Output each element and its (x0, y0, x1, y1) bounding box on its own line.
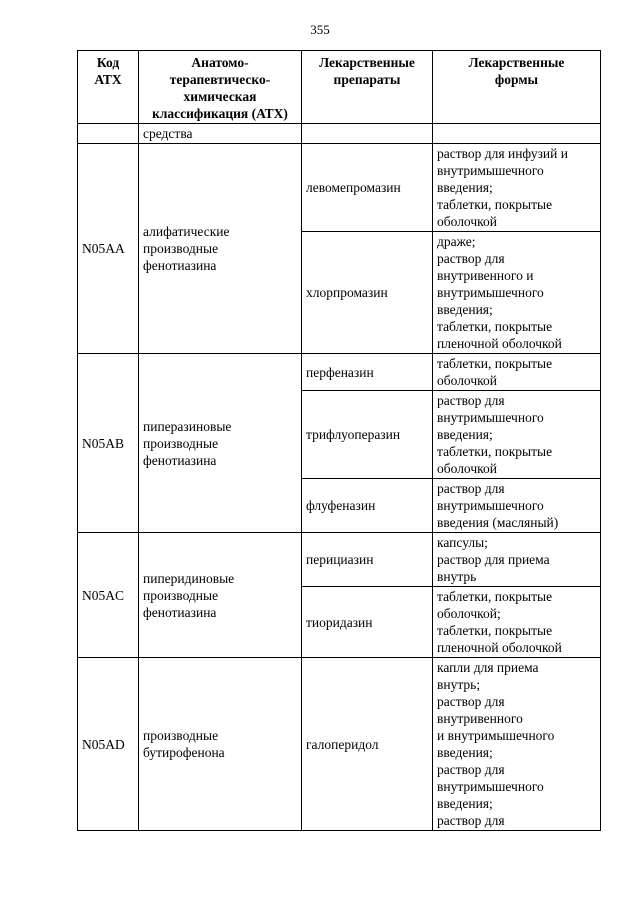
atx-code: N05AC (78, 533, 139, 658)
form-line: внутримышечного (437, 163, 544, 178)
form-line: раствор для инфузий и (437, 146, 568, 161)
form-line: оболочкой; (437, 606, 501, 621)
form-line: раствор для (437, 481, 505, 496)
drug-forms (433, 144, 601, 232)
classification-line: фенотиазина (143, 258, 217, 273)
form-line: раствор для (437, 393, 505, 408)
form-line: раствор для приема (437, 552, 550, 567)
atx-code: N05AD (78, 658, 139, 831)
header-forms: Лекарственные формы (433, 51, 601, 124)
table-row (78, 354, 601, 391)
form-line: раствор для (437, 813, 505, 828)
form-line: раствор для (437, 251, 505, 266)
drug-name: трифлуоперазин (302, 391, 433, 479)
atx-classification (139, 658, 302, 831)
form-line: внутримышечного (437, 285, 544, 300)
form-line: введения; (437, 302, 493, 317)
form-line: таблетки, покрытые (437, 623, 553, 638)
drug-forms (433, 587, 601, 658)
form-line: капсулы; (437, 535, 488, 550)
atx-code: N05AB (78, 354, 139, 533)
page-number: 355 (310, 22, 330, 37)
drug-name: галоперидол (302, 658, 433, 831)
classification-line: пиперидиновые (143, 570, 235, 586)
form-line: капли для приема (437, 660, 539, 675)
classification-line: алифатические (143, 224, 230, 239)
form-line: внутривенного и (437, 268, 534, 283)
form-line: раствор для (437, 694, 505, 709)
form-line: внутрь (437, 569, 477, 584)
drug-name: флуфеназин (302, 479, 433, 533)
form-line: оболочкой (437, 461, 497, 476)
form-line: внутримышечного (437, 410, 544, 425)
drug-forms (433, 354, 601, 391)
form-line: раствор для (437, 762, 505, 777)
classification-line: фенотиазина (143, 452, 217, 468)
drug-forms (433, 658, 601, 831)
header-classification: Анатомо- терапевтическо- химическая классификация (АТХ) (139, 51, 302, 124)
atx-code: N05AA (78, 144, 139, 354)
form-line: оболочкой (437, 214, 497, 229)
atx-classification (139, 354, 302, 533)
drug-name: хлорпромазин (302, 232, 433, 354)
form-line: таблетки, покрытые (437, 589, 553, 604)
form-line: внутримышечного (437, 498, 544, 513)
form-line: введения; (437, 796, 493, 811)
classification-line: производные (143, 728, 219, 743)
form-line: внутривенного (437, 711, 523, 726)
form-line: введения (масляный) (437, 515, 559, 530)
classification-line: производные (143, 241, 219, 256)
atx-classification (139, 144, 302, 354)
drug-name: тиоридазин (302, 587, 433, 658)
table-row (78, 144, 601, 232)
continuation-classification: средства (139, 124, 302, 144)
drug-name: перфеназин (302, 354, 433, 391)
table-header (78, 51, 601, 124)
atx-classification (139, 533, 302, 658)
form-line: таблетки, покрытые (437, 197, 553, 212)
form-line: внутримышечного (437, 779, 544, 794)
classification-line: производные (143, 435, 219, 451)
drug-forms (433, 391, 601, 479)
drug-forms (433, 479, 601, 533)
drug-forms (433, 533, 601, 587)
classification-line: бутирофенона (143, 745, 225, 760)
form-line: таблетки, покрытые (437, 319, 553, 334)
drug-name: перициазин (302, 533, 433, 587)
form-line: введения; (437, 180, 493, 195)
table-body (78, 124, 601, 831)
table-row (78, 658, 601, 831)
classification-line: производные (143, 587, 219, 603)
classification-line: пиперазиновые (143, 418, 232, 434)
form-line: пленочной оболочкой (437, 336, 562, 351)
form-line: внутрь; (437, 677, 481, 692)
drug-name: левомепромазин (302, 144, 433, 232)
continuation-row (78, 124, 601, 144)
form-line: пленочной оболочкой (437, 640, 562, 655)
header-drugs: Лекарственные препараты (302, 51, 433, 124)
classification-line: фенотиазина (143, 604, 217, 620)
atx-table (77, 50, 601, 831)
form-line: драже; (437, 234, 476, 249)
form-line: и внутримышечного (437, 728, 555, 743)
table-row (78, 533, 601, 587)
header-code: Код АТХ (78, 51, 139, 124)
form-line: таблетки, покрытые (437, 356, 553, 371)
form-line: таблетки, покрытые (437, 444, 553, 459)
form-line: оболочкой (437, 373, 497, 388)
form-line: введения; (437, 427, 493, 442)
form-line: введения; (437, 745, 493, 760)
drug-forms (433, 232, 601, 354)
